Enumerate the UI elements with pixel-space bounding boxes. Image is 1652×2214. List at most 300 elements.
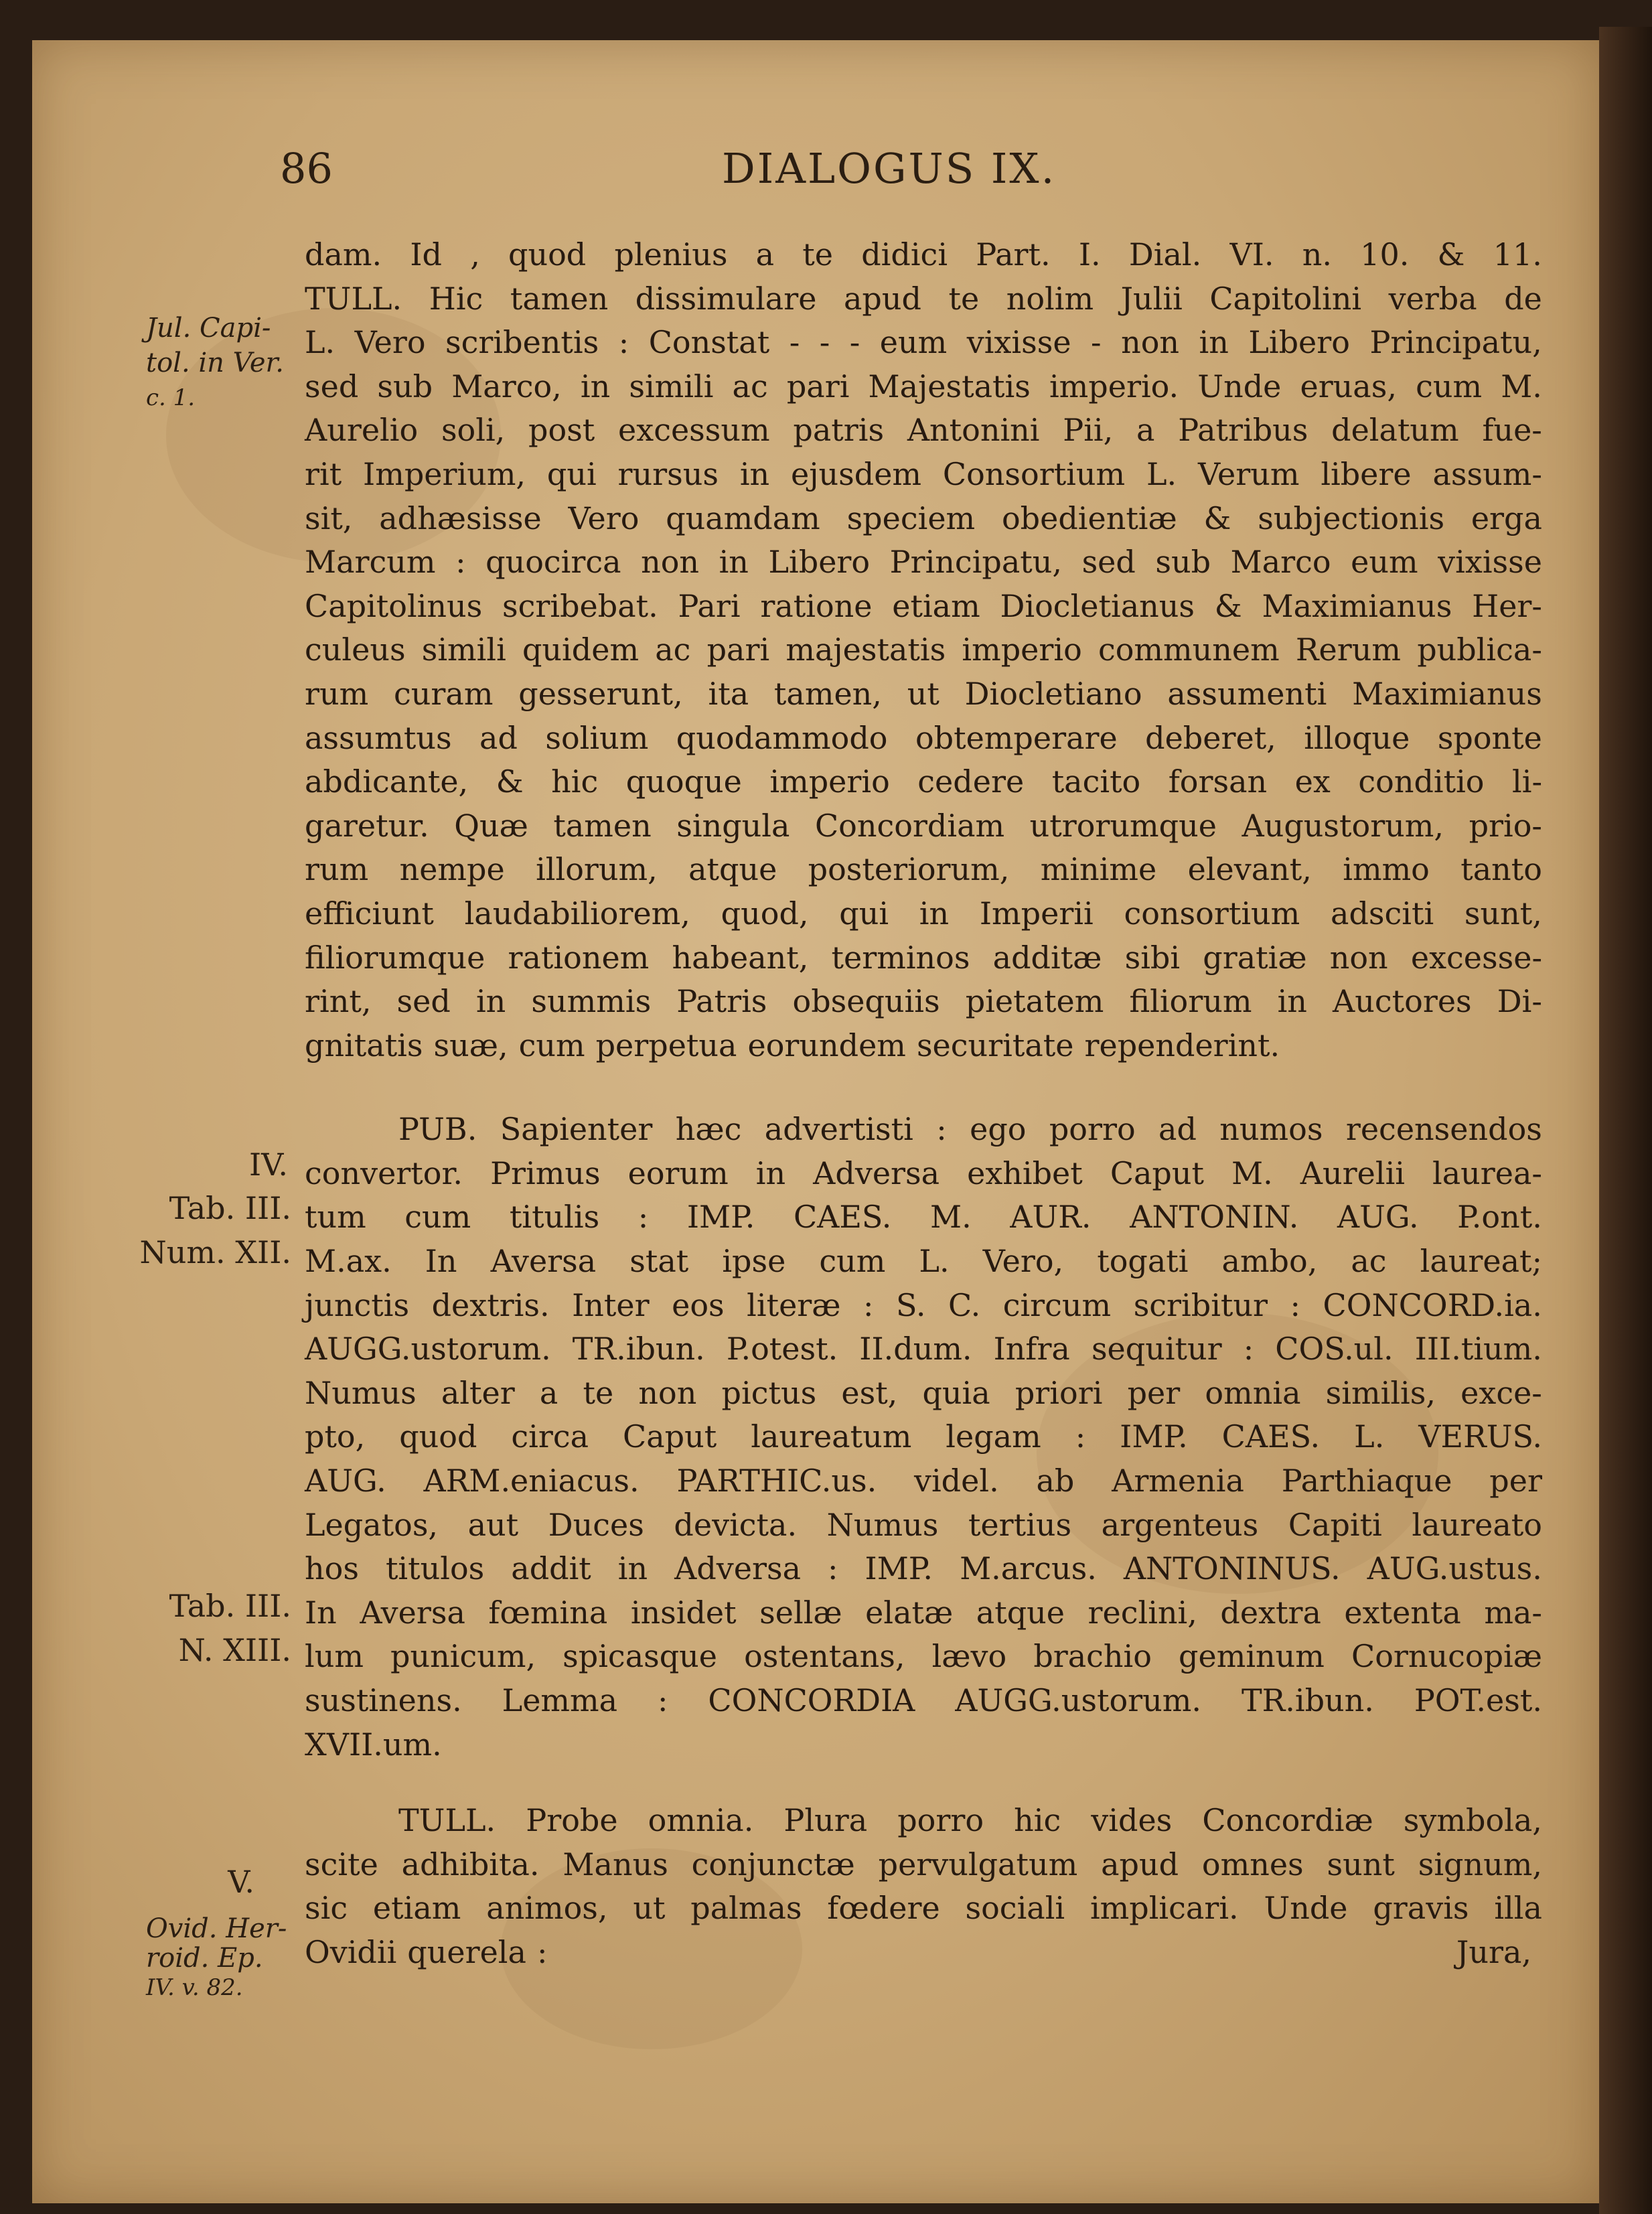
word: omnia.: [648, 1802, 754, 1839]
word: Patribus: [1178, 412, 1308, 449]
word: Id: [410, 236, 442, 273]
word: te: [948, 280, 980, 317]
word: obtemperare: [915, 719, 1118, 756]
word: efficiunt: [305, 895, 434, 932]
word: animos,: [486, 1890, 608, 1927]
word: convertor.: [305, 1155, 463, 1191]
word: per: [1127, 1374, 1181, 1411]
word: punicum,: [390, 1638, 536, 1675]
word: tamen: [510, 280, 609, 317]
word: Auctores: [1333, 983, 1472, 1020]
word: sunt: [1327, 1846, 1395, 1883]
word: sub: [1155, 544, 1211, 581]
word: Lemma: [502, 1682, 618, 1718]
word: minime: [1040, 851, 1157, 888]
word: sociali: [965, 1890, 1065, 1927]
word: ego: [970, 1111, 1027, 1148]
word: post: [528, 412, 595, 449]
word: junctis: [305, 1286, 410, 1323]
word: in: [919, 895, 950, 932]
word: assumenti: [1167, 675, 1327, 712]
word: Aurelio: [305, 412, 419, 449]
word: Legatos,: [305, 1506, 439, 1543]
word: CONCORD.ia.: [1323, 1286, 1542, 1323]
word: -: [849, 324, 860, 361]
word: TR.ibun.: [1241, 1682, 1374, 1718]
word: rit: [305, 455, 342, 492]
text-line: [305, 277, 1542, 321]
word: majestatis: [785, 632, 946, 668]
word: hic: [1014, 1802, 1061, 1839]
word: :: [1290, 1286, 1301, 1323]
word: erga: [1471, 500, 1542, 536]
word: adsciti: [1331, 895, 1434, 932]
word: etiam: [892, 587, 980, 624]
word: Concordiam: [814, 807, 1005, 844]
word: Cornucopiæ: [1351, 1638, 1542, 1675]
word: abdicante,: [305, 763, 469, 800]
word: prio-: [1469, 807, 1542, 844]
text-line: [305, 892, 1542, 936]
word: In: [425, 1243, 457, 1280]
word: Diocletianus: [1000, 587, 1195, 624]
word: Aurelii: [1300, 1155, 1405, 1191]
word: Augustorum,: [1242, 807, 1444, 844]
word: apud: [843, 280, 921, 317]
text-line: [305, 1195, 1542, 1240]
word: dextra: [1220, 1594, 1321, 1631]
text-line: [305, 936, 1542, 980]
text-line: [305, 1152, 1542, 1196]
word: eorundem: [747, 1027, 906, 1063]
word: CAES.: [1221, 1418, 1321, 1455]
word: adhibita.: [401, 1846, 540, 1883]
word: &: [1437, 236, 1465, 273]
word: PUB.: [398, 1111, 477, 1148]
margin-reference-tab3-n13: Tab. III. N. XIII.: [169, 1588, 291, 1668]
word: sibi: [1124, 939, 1181, 976]
word: reclini,: [1087, 1594, 1197, 1631]
word: pto,: [305, 1418, 366, 1455]
word: titulis: [509, 1199, 600, 1236]
text-line: [305, 1108, 1542, 1152]
word: ut: [907, 675, 940, 712]
word: quod: [508, 236, 587, 273]
word: additæ: [992, 939, 1102, 976]
word: pervulgatum: [878, 1846, 1078, 1883]
word: simili: [629, 368, 714, 404]
word: quidem: [522, 632, 640, 668]
word: non: [1121, 324, 1180, 361]
word: etiam: [372, 1890, 461, 1927]
word: insidet: [630, 1594, 737, 1631]
word: literæ: [747, 1286, 841, 1323]
word: Vero: [568, 500, 640, 536]
word: speciem: [846, 500, 976, 536]
word: dextris.: [431, 1286, 550, 1323]
word: ANTONIN.: [1130, 1199, 1299, 1236]
word: Concordiæ: [1202, 1802, 1373, 1839]
word: :: [1243, 1331, 1254, 1368]
word: signum,: [1418, 1846, 1542, 1883]
word: AUG.: [305, 1463, 386, 1499]
word: IMP.: [686, 1199, 755, 1236]
word: I.: [1078, 236, 1101, 273]
word: stat: [629, 1243, 689, 1280]
word: libere: [1321, 455, 1412, 492]
word: CONCORDIA: [708, 1682, 915, 1718]
word: L.: [305, 324, 335, 361]
word: te: [802, 236, 834, 273]
word: ipse: [722, 1243, 786, 1280]
word: excesse-: [1410, 939, 1542, 976]
word: :: [863, 1286, 874, 1323]
text-line: [305, 1887, 1542, 1931]
word: est,: [841, 1374, 898, 1411]
paragraph-tull-concordia: [305, 1799, 1542, 1974]
word: eum: [879, 324, 948, 361]
word: Quæ: [454, 807, 528, 844]
word: ex: [1294, 763, 1331, 800]
word: deberet,: [1145, 719, 1276, 756]
word: :: [536, 1933, 548, 1970]
word: 10.: [1360, 236, 1410, 273]
word: Adversa: [813, 1155, 940, 1191]
word: :: [658, 1682, 668, 1718]
word: Duces: [548, 1506, 644, 1543]
word: exhibet: [967, 1155, 1083, 1191]
word: XVII.um.: [305, 1726, 442, 1763]
book-spine-edge: [1599, 27, 1652, 2214]
word: in: [475, 983, 506, 1020]
word: nolim: [1006, 280, 1094, 317]
word: scribebat.: [502, 587, 658, 624]
word: S.: [896, 1286, 926, 1323]
word: Marcum: [305, 544, 436, 581]
word: Vero: [354, 324, 426, 361]
word: geminum: [1179, 1638, 1325, 1675]
word: 11.: [1493, 236, 1542, 273]
word: sequitur: [1091, 1331, 1222, 1368]
text-line: [305, 804, 1542, 848]
text-line: [305, 321, 1542, 365]
word: CAES.: [793, 1199, 892, 1236]
word: Majestatis: [868, 368, 1031, 404]
word: omnia: [1205, 1374, 1301, 1411]
word: gesserunt,: [518, 675, 683, 712]
word: immo: [1343, 851, 1430, 888]
word: obsequiis: [792, 983, 940, 1020]
word: in: [580, 368, 611, 404]
word: IMP.: [865, 1550, 933, 1587]
word: L.: [1146, 455, 1177, 492]
word: dissimulare: [635, 280, 817, 317]
word: L.: [919, 1243, 950, 1280]
text-line: [305, 409, 1542, 453]
word: patris: [793, 412, 885, 449]
word: laurea-: [1432, 1155, 1542, 1191]
word: publica-: [1417, 632, 1542, 668]
word: quod,: [721, 895, 809, 932]
word: Capitolinus: [305, 587, 483, 624]
text-line: [305, 848, 1542, 892]
word: L.: [1354, 1418, 1385, 1455]
word: Aversa: [360, 1594, 465, 1631]
word: III.tium.: [1414, 1331, 1542, 1368]
word: a: [755, 236, 775, 273]
word: ita: [708, 675, 749, 712]
word: Constat: [648, 324, 770, 361]
word: sellæ: [759, 1594, 842, 1631]
word: Adversa: [674, 1550, 802, 1587]
word: quamdam: [666, 500, 820, 536]
word: quoque: [625, 763, 742, 800]
word: Ovidii: [305, 1933, 397, 1970]
word: Consortium: [942, 455, 1126, 492]
word: quodammodo: [676, 719, 888, 756]
word: -: [1091, 324, 1102, 361]
word: sed: [396, 983, 451, 1020]
word: terminos: [831, 939, 970, 976]
word: delatum: [1331, 412, 1459, 449]
word: Maximianus: [1352, 675, 1542, 712]
word: extenta: [1344, 1594, 1461, 1631]
text-line: [305, 1240, 1542, 1284]
word: sic: [305, 1890, 348, 1927]
word: in: [755, 1155, 786, 1191]
word: cum: [1416, 368, 1483, 404]
word: brachio: [1033, 1638, 1152, 1675]
word: Numus: [826, 1506, 939, 1543]
word: adhæsisse: [379, 500, 542, 536]
word: rum: [305, 675, 369, 712]
word: curam: [394, 675, 494, 712]
word: Capitolini: [1209, 280, 1362, 317]
word: titulos: [385, 1550, 485, 1587]
word: aut: [467, 1506, 519, 1543]
word: cum: [518, 1027, 585, 1063]
page-number: 86: [280, 144, 333, 193]
word: tanto: [1460, 851, 1542, 888]
text-line: [305, 1591, 1542, 1635]
word: in: [617, 1550, 648, 1587]
word: sed: [305, 368, 359, 404]
text-line: [305, 980, 1542, 1024]
word: quocirca: [485, 544, 621, 581]
word: Unde: [1197, 368, 1282, 404]
word: rint,: [305, 983, 372, 1020]
text-line: [305, 540, 1542, 585]
word: tertius: [968, 1506, 1072, 1543]
word: perpetua: [595, 1027, 737, 1063]
word: pietatem: [965, 983, 1104, 1020]
word: ejusdem: [791, 455, 922, 492]
text-line: [305, 1459, 1542, 1503]
text-line: [305, 453, 1542, 497]
word: Primus: [490, 1155, 601, 1191]
word: Rerum: [1295, 632, 1402, 668]
word: cedere: [917, 763, 1025, 800]
word: Inter: [572, 1286, 650, 1323]
word: pictus: [721, 1374, 817, 1411]
word: non: [641, 544, 700, 581]
word: exce-: [1460, 1374, 1542, 1411]
text-line: [305, 1799, 1542, 1843]
word: IMP.: [1120, 1418, 1188, 1455]
word: AUG.ustus.: [1367, 1550, 1542, 1587]
word: P.ont.: [1457, 1199, 1542, 1236]
word: n.: [1302, 236, 1332, 273]
word: quod: [399, 1418, 477, 1455]
word: rationem: [508, 939, 650, 976]
word: li-: [1512, 763, 1542, 800]
word: apud: [1101, 1846, 1179, 1883]
word: -: [819, 324, 830, 361]
word: hos: [305, 1550, 359, 1587]
section-number-v: V.: [228, 1864, 254, 1900]
word: ARM.eniacus.: [423, 1463, 640, 1499]
word: securitate: [916, 1027, 1074, 1063]
word: implicari.: [1090, 1890, 1239, 1927]
word: Marco: [1230, 544, 1331, 581]
margin-reference-ovid: Ovid. Her- roid. Ep. IV. v. 82.: [146, 1913, 287, 2001]
word: rursus: [617, 455, 719, 492]
word: illoque: [1304, 719, 1410, 756]
word: gravis: [1373, 1890, 1469, 1927]
word: Di-: [1497, 983, 1542, 1020]
word: vixisse: [966, 324, 1071, 361]
word: scribitur: [1133, 1286, 1268, 1323]
word: nempe: [399, 851, 505, 888]
word: sub: [377, 368, 433, 404]
word: qui: [546, 455, 597, 492]
word: ratione: [760, 587, 873, 624]
word: cum: [404, 1199, 471, 1236]
text-line: [305, 233, 1542, 277]
word: cum: [819, 1243, 886, 1280]
word: &: [1214, 587, 1242, 624]
word: fue-: [1482, 412, 1542, 449]
word: PARTHIC.us.: [676, 1463, 877, 1499]
word: Patris: [676, 983, 767, 1020]
word: imperio: [962, 632, 1082, 668]
word: consortium: [1124, 895, 1300, 932]
word: Maximianus: [1262, 587, 1452, 624]
text-line: [305, 497, 1542, 541]
word: eum: [1351, 544, 1418, 581]
word: legam: [946, 1418, 1041, 1455]
word: fœdere: [827, 1890, 940, 1927]
word: similis,: [1325, 1374, 1436, 1411]
word: laureatum: [751, 1418, 912, 1455]
word: ostentans,: [744, 1638, 905, 1675]
word: ac: [655, 632, 691, 668]
word: Diocletiano: [964, 675, 1142, 712]
word: te: [583, 1374, 614, 1411]
word: singula: [676, 807, 790, 844]
word: Jura,: [1456, 1933, 1531, 1970]
main-text: [305, 233, 1542, 1975]
word: Julii: [1120, 280, 1183, 317]
word: pari: [786, 368, 850, 404]
word: elatæ: [865, 1594, 954, 1631]
word: Marco,: [451, 368, 562, 404]
word: alter: [441, 1374, 515, 1411]
word: Manus: [562, 1846, 668, 1883]
word: filiorumque: [305, 939, 485, 976]
word: Imperii: [979, 895, 1094, 932]
word: imperio: [769, 763, 890, 800]
word: :: [618, 324, 629, 361]
word: C.: [948, 1286, 981, 1323]
word: a: [539, 1374, 558, 1411]
word: II.dum.: [859, 1331, 972, 1368]
paragraph-pub-numismatics: [305, 1108, 1542, 1767]
word: TR.ibun.: [572, 1331, 705, 1368]
word: ad: [479, 719, 518, 756]
text-line: [305, 1372, 1542, 1416]
word: suæ,: [433, 1027, 508, 1063]
word: ,: [470, 236, 480, 273]
text-line: [305, 1024, 1542, 1068]
running-title: DIALOGUS IX.: [722, 144, 1057, 193]
word: conditio: [1358, 763, 1485, 800]
word: Libero: [768, 544, 871, 581]
word: hic: [551, 763, 599, 800]
paragraph-continuation: [305, 233, 1542, 1067]
word: videl.: [913, 1463, 999, 1499]
word: illorum,: [536, 851, 658, 888]
word: TULL.: [398, 1802, 496, 1839]
word: tacito: [1051, 763, 1141, 800]
word: Armenia: [1112, 1463, 1244, 1499]
word: forsan: [1168, 763, 1268, 800]
word: porro: [1049, 1111, 1136, 1148]
word: dam.: [305, 236, 382, 273]
word: ac: [1351, 1243, 1387, 1280]
text-line: [305, 1723, 1542, 1767]
word: :: [828, 1550, 838, 1587]
word: ab: [1036, 1463, 1075, 1499]
word: eruas,: [1300, 368, 1397, 404]
word: eorum: [627, 1155, 729, 1191]
word: Dial.: [1128, 236, 1202, 273]
word: in: [1199, 324, 1229, 361]
word: recensendos: [1345, 1111, 1542, 1148]
text-line: [305, 1547, 1542, 1591]
word: sed: [1081, 544, 1136, 581]
word: Part.: [976, 236, 1051, 273]
word: sponte: [1437, 719, 1542, 756]
word: AUGG.ustorum.: [305, 1331, 551, 1368]
word: :: [637, 1199, 649, 1236]
word: ad: [1158, 1111, 1197, 1148]
word: Principatu,: [889, 544, 1063, 581]
word: fœmina: [488, 1594, 608, 1631]
word: -: [789, 324, 800, 361]
word: Verum: [1198, 455, 1300, 492]
word: verba: [1388, 280, 1477, 317]
word: &: [1203, 500, 1231, 536]
word: AUGG.ustorum.: [955, 1682, 1202, 1718]
word: Hic: [429, 280, 483, 317]
word: tum: [305, 1199, 366, 1236]
text-line: [305, 1503, 1542, 1548]
word: COS.ul.: [1275, 1331, 1394, 1368]
word: AUG.: [1337, 1199, 1419, 1236]
text-line: [305, 1679, 1542, 1723]
word: ut: [633, 1890, 666, 1927]
